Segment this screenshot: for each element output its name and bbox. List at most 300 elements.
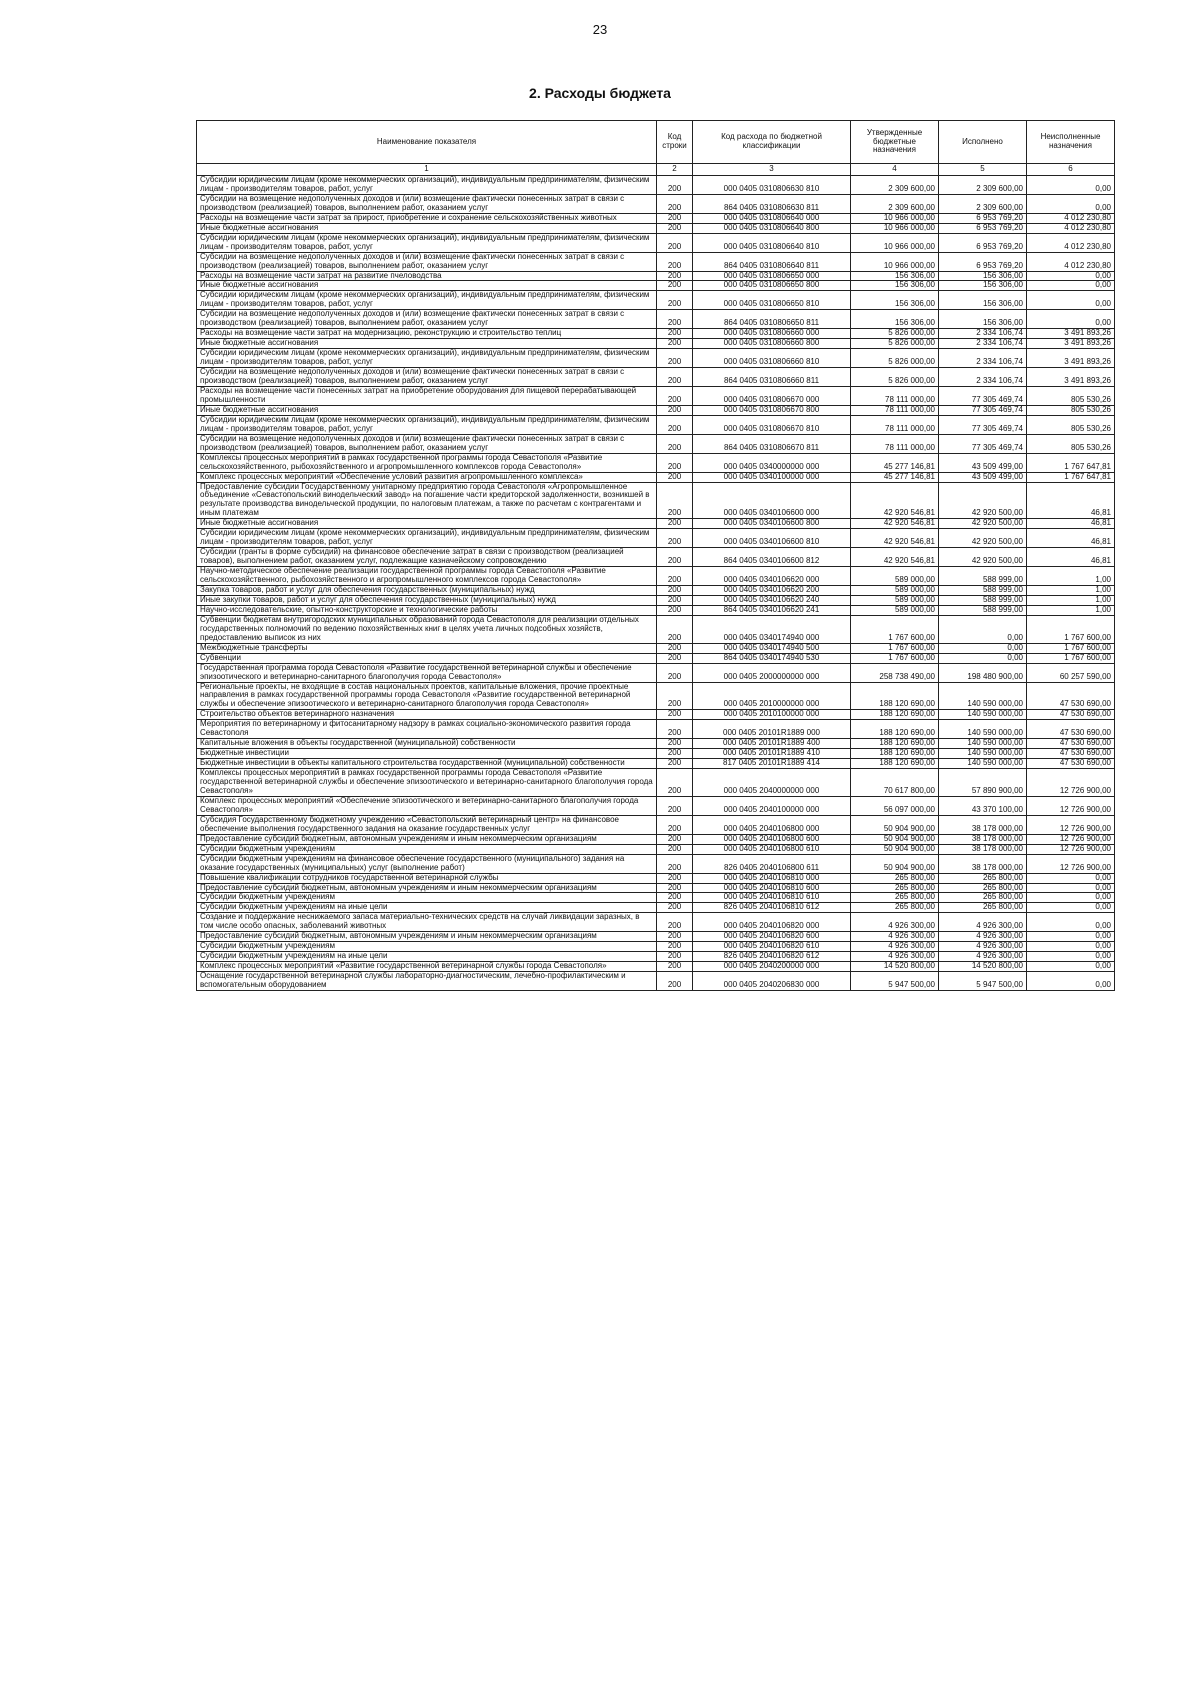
row-executed: 0,00 [939, 653, 1027, 663]
row-unexecuted: 1,00 [1027, 567, 1115, 586]
row-name: Повышение квалификации сотрудников государственной ветеринарной службы [197, 873, 657, 883]
row-name: Закупка товаров, работ и услуг для обеспечения государственных (муниципальных) нужд [197, 585, 657, 595]
row-budget-code: 000 0405 0340106620 000 [693, 567, 851, 586]
row-name: Субсидии бюджетным учреждениям на финансовое обеспечение государственного (муниципального) задания на оказание государственных (муниципальных) услуг (выполнение работ) [197, 854, 657, 873]
row-budget-code: 000 0405 2040106820 610 [693, 942, 851, 952]
table-row [197, 913, 1115, 932]
row-name: Комплекс процессных мероприятий «Обеспечение эпизоотического и ветеринарно-санитарного благополучия города Севастополя» [197, 796, 657, 815]
row-name: Субвенции бюджетам внутригородских муниципальных образований города Севастополя для реализации отдельных государственных полномочий по ведению похозяйственных книг в целях учета личных подсобных хозяйств, предоставлению выписок из них [197, 615, 657, 643]
row-executed: 140 590 000,00 [939, 710, 1027, 720]
row-name: Иные бюджетные ассигнования [197, 405, 657, 415]
row-approved: 42 920 546,81 [851, 482, 939, 519]
table-row [197, 281, 1115, 291]
row-budget-code: 000 0405 2040106810 600 [693, 883, 851, 893]
row-code: 200 [657, 854, 693, 873]
row-code: 200 [657, 213, 693, 223]
row-approved: 4 926 300,00 [851, 942, 939, 952]
row-code: 200 [657, 769, 693, 797]
table-row [197, 710, 1115, 720]
table-row [197, 271, 1115, 281]
row-executed: 43 509 499,00 [939, 453, 1027, 472]
row-executed: 6 953 769,20 [939, 252, 1027, 271]
row-approved: 56 097 000,00 [851, 796, 939, 815]
row-approved: 42 920 546,81 [851, 519, 939, 529]
header-code: Код строки [657, 121, 693, 164]
table-row [197, 252, 1115, 271]
table-row [197, 759, 1115, 769]
row-unexecuted: 0,00 [1027, 942, 1115, 952]
row-executed: 2 334 106,74 [939, 339, 1027, 349]
row-approved: 1 767 600,00 [851, 643, 939, 653]
table-row [197, 615, 1115, 643]
row-unexecuted: 47 530 690,00 [1027, 749, 1115, 759]
row-approved: 5 826 000,00 [851, 339, 939, 349]
row-name: Комплекс процессных мероприятий «Обеспечение условий развития агропромышленного комплекса» [197, 472, 657, 482]
row-unexecuted: 0,00 [1027, 291, 1115, 310]
row-code: 200 [657, 291, 693, 310]
row-code: 200 [657, 962, 693, 972]
row-budget-code: 826 0405 2040106820 612 [693, 952, 851, 962]
row-budget-code: 000 0405 0310806640 800 [693, 223, 851, 233]
row-code: 200 [657, 682, 693, 710]
row-executed: 77 305 469,74 [939, 434, 1027, 453]
row-approved: 50 904 900,00 [851, 834, 939, 844]
row-budget-code: 000 0405 2040106810 610 [693, 893, 851, 903]
row-budget-code: 864 0405 0340106600 812 [693, 548, 851, 567]
row-budget-code: 864 0405 0310806640 811 [693, 252, 851, 271]
row-approved: 78 111 000,00 [851, 386, 939, 405]
row-code: 200 [657, 252, 693, 271]
row-name: Оснащение государственной ветеринарной службы лабораторно-диагностическим, лечебно-профилактическим и вспомогательным оборудованием [197, 972, 657, 991]
page-title: 2. Расходы бюджета [529, 85, 671, 101]
row-budget-code: 000 0405 20101R1889 000 [693, 720, 851, 739]
row-approved: 78 111 000,00 [851, 415, 939, 434]
row-approved: 188 120 690,00 [851, 749, 939, 759]
row-budget-code: 000 0405 0340174940 500 [693, 643, 851, 653]
row-code: 200 [657, 663, 693, 682]
row-approved: 265 800,00 [851, 873, 939, 883]
row-name: Субсидии юридическим лицам (кроме некоммерческих организаций), индивидуальным предпринимателям, физическим лицам - производителям товаров, работ, услуг [197, 291, 657, 310]
row-code: 200 [657, 585, 693, 595]
row-approved: 42 920 546,81 [851, 529, 939, 548]
row-code: 200 [657, 368, 693, 387]
row-unexecuted: 0,00 [1027, 873, 1115, 883]
row-name: Субсидии на возмещение недополученных доходов и (или) возмещение фактически понесенных затрат в связи с производством (реализацией) товаров, выполнением работ, оказанием услуг [197, 310, 657, 329]
row-name: Субсидии бюджетным учреждениям на иные цели [197, 952, 657, 962]
row-name: Комплексы процессных мероприятий в рамках государственной программы города Севастополя «Развитие сельскохозяйственного, рыбохозяйственного и агропромышленного комплексов города Севастополя» [197, 453, 657, 472]
row-executed: 2 309 600,00 [939, 194, 1027, 213]
row-budget-code: 000 0405 2040200000 000 [693, 962, 851, 972]
table-row [197, 815, 1115, 834]
row-unexecuted: 47 530 690,00 [1027, 720, 1115, 739]
row-unexecuted: 1,00 [1027, 605, 1115, 615]
row-budget-code: 000 0405 0340106600 000 [693, 482, 851, 519]
column-number: 1 [197, 164, 657, 176]
row-code: 200 [657, 595, 693, 605]
table-row [197, 972, 1115, 991]
header-approved: Утвержденные бюджетные назначения [851, 121, 939, 164]
row-approved: 78 111 000,00 [851, 405, 939, 415]
row-executed: 2 334 106,74 [939, 368, 1027, 387]
row-approved: 265 800,00 [851, 903, 939, 913]
row-code: 200 [657, 529, 693, 548]
row-approved: 188 120 690,00 [851, 710, 939, 720]
row-budget-code: 000 0405 2040106800 000 [693, 815, 851, 834]
header-unexecuted: Неисполненные назначения [1027, 121, 1115, 164]
row-unexecuted: 0,00 [1027, 932, 1115, 942]
row-unexecuted: 3 491 893,26 [1027, 329, 1115, 339]
row-unexecuted: 1,00 [1027, 595, 1115, 605]
row-approved: 156 306,00 [851, 271, 939, 281]
row-name: Бюджетные инвестиции в объекты капитального строительства государственной (муниципальной) собственности [197, 759, 657, 769]
table-row [197, 653, 1115, 663]
row-budget-code: 000 0405 0310806670 000 [693, 386, 851, 405]
table-row [197, 595, 1115, 605]
row-unexecuted: 0,00 [1027, 310, 1115, 329]
row-approved: 5 826 000,00 [851, 329, 939, 339]
row-budget-code: 000 0405 0340000000 000 [693, 453, 851, 472]
row-code: 200 [657, 434, 693, 453]
row-approved: 1 767 600,00 [851, 653, 939, 663]
row-executed: 38 178 000,00 [939, 834, 1027, 844]
row-code: 200 [657, 271, 693, 281]
row-budget-code: 864 0405 0310806630 811 [693, 194, 851, 213]
row-name: Иные бюджетные ассигнования [197, 339, 657, 349]
row-executed: 2 334 106,74 [939, 329, 1027, 339]
row-unexecuted: 1,00 [1027, 585, 1115, 595]
table-row [197, 529, 1115, 548]
row-budget-code: 000 0405 20101R1889 400 [693, 739, 851, 749]
row-budget-code: 000 0405 0310806660 800 [693, 339, 851, 349]
row-name: Иные закупки товаров, работ и услуг для обеспечения государственных (муниципальных) нужд [197, 595, 657, 605]
row-approved: 10 966 000,00 [851, 223, 939, 233]
row-executed: 588 999,00 [939, 567, 1027, 586]
row-budget-code: 000 0405 0340174940 000 [693, 615, 851, 643]
row-budget-code: 000 0405 0310806660 810 [693, 349, 851, 368]
row-executed: 77 305 469,74 [939, 386, 1027, 405]
row-executed: 14 520 800,00 [939, 962, 1027, 972]
row-approved: 589 000,00 [851, 605, 939, 615]
row-executed: 140 590 000,00 [939, 682, 1027, 710]
row-code: 200 [657, 815, 693, 834]
table-row [197, 453, 1115, 472]
row-executed: 2 334 106,74 [939, 349, 1027, 368]
row-name: Субсидии бюджетным учреждениям [197, 893, 657, 903]
table-row [197, 349, 1115, 368]
row-unexecuted: 805 530,26 [1027, 415, 1115, 434]
row-unexecuted: 0,00 [1027, 176, 1115, 195]
row-executed: 2 309 600,00 [939, 176, 1027, 195]
table-row [197, 585, 1115, 595]
row-name: Расходы на возмещение части затрат за прирост, приобретение и сохранение сельскохозяйственных животных [197, 213, 657, 223]
row-approved: 589 000,00 [851, 595, 939, 605]
row-name: Создание и поддержание неснижаемого запаса материально-технических средств на случай ликвидации заразных, в том числе особо опасных, заболеваний животных [197, 913, 657, 932]
row-executed: 4 926 300,00 [939, 913, 1027, 932]
row-unexecuted: 805 530,26 [1027, 405, 1115, 415]
row-unexecuted: 0,00 [1027, 194, 1115, 213]
row-unexecuted: 1 767 647,81 [1027, 453, 1115, 472]
row-name: Расходы на возмещение части понесенных затрат на приобретение оборудования для пищевой перерабатывающей промышленности [197, 386, 657, 405]
row-unexecuted: 47 530 690,00 [1027, 739, 1115, 749]
row-unexecuted: 12 726 900,00 [1027, 796, 1115, 815]
row-budget-code: 000 0405 0310806660 000 [693, 329, 851, 339]
row-name: Строительство объектов ветеринарного назначения [197, 710, 657, 720]
row-budget-code: 000 0405 2010100000 000 [693, 710, 851, 720]
row-budget-code: 000 0405 2040106810 000 [693, 873, 851, 883]
header-budget-code: Код расхода по бюджетной классификации [693, 121, 851, 164]
row-name: Субсидии бюджетным учреждениям [197, 844, 657, 854]
table-row [197, 682, 1115, 710]
row-name: Субсидии (гранты в форме субсидий) на финансовое обеспечение затрат в связи с производством (реализацией товаров), выполнением работ, оказанием услуг, подлежащие казначейскому сопровождению [197, 548, 657, 567]
row-name: Расходы на возмещение части затрат на развитие пчеловодства [197, 271, 657, 281]
row-approved: 188 120 690,00 [851, 759, 939, 769]
row-executed: 265 800,00 [939, 903, 1027, 913]
row-executed: 42 920 500,00 [939, 482, 1027, 519]
row-approved: 42 920 546,81 [851, 548, 939, 567]
row-name: Капитальные вложения в объекты государственной (муниципальной) собственности [197, 739, 657, 749]
row-budget-code: 000 0405 2040000000 000 [693, 769, 851, 797]
row-name: Субсидии юридическим лицам (кроме некоммерческих организаций), индивидуальным предпринимателям, физическим лицам - производителям товаров, работ, услуг [197, 349, 657, 368]
row-unexecuted: 0,00 [1027, 281, 1115, 291]
row-name: Региональные проекты, не входящие в состав национальных проектов, капитальные вложения, прочие проектные направления в рамках государственной программы города Севастополя «Развитие государственной ветеринарной службы и обеспечение эпизоотического и ветеринарно-санитарного благополучия города Севастополя» [197, 682, 657, 710]
row-approved: 10 966 000,00 [851, 233, 939, 252]
row-code: 200 [657, 519, 693, 529]
row-unexecuted: 805 530,26 [1027, 386, 1115, 405]
table-row [197, 720, 1115, 739]
row-name: Предоставление субсидий бюджетным, автономным учреждениям и иным некоммерческим организациям [197, 932, 657, 942]
row-name: Субсидии на возмещение недополученных доходов и (или) возмещение фактически понесенных затрат в связи с производством (реализацией) товаров, выполнением работ, оказанием услуг [197, 194, 657, 213]
row-executed: 0,00 [939, 615, 1027, 643]
row-approved: 188 120 690,00 [851, 720, 939, 739]
row-code: 200 [657, 615, 693, 643]
row-unexecuted: 12 726 900,00 [1027, 854, 1115, 873]
row-approved: 188 120 690,00 [851, 739, 939, 749]
row-budget-code: 000 0405 0310806650 800 [693, 281, 851, 291]
row-code: 200 [657, 223, 693, 233]
row-approved: 188 120 690,00 [851, 682, 939, 710]
row-code: 200 [657, 194, 693, 213]
row-executed: 38 178 000,00 [939, 844, 1027, 854]
table-row [197, 942, 1115, 952]
table-row [197, 796, 1115, 815]
row-name: Научно-исследовательские, опытно-конструкторские и технологические работы [197, 605, 657, 615]
row-unexecuted: 3 491 893,26 [1027, 368, 1115, 387]
row-executed: 140 590 000,00 [939, 749, 1027, 759]
row-name: Предоставление субсидии Государственному унитарному предприятию города Севастополя «Агропромышленное объединение «Севастопольский винодельческий завод» на погашение части кредиторской задолженности, возникшей в результате производства винодельческой продукции, по налоговым платежам, а также по расчетам с контрагентами и иным платежам [197, 482, 657, 519]
row-code: 200 [657, 893, 693, 903]
row-code: 200 [657, 903, 693, 913]
row-unexecuted: 4 012 230,80 [1027, 213, 1115, 223]
table-row [197, 643, 1115, 653]
row-unexecuted: 3 491 893,26 [1027, 349, 1115, 368]
row-budget-code: 864 0405 0310806670 811 [693, 434, 851, 453]
row-name: Субсидии юридическим лицам (кроме некоммерческих организаций), индивидуальным предпринимателям, физическим лицам - производителям товаров, работ, услуг [197, 415, 657, 434]
row-executed: 588 999,00 [939, 605, 1027, 615]
row-executed: 4 926 300,00 [939, 942, 1027, 952]
row-approved: 5 947 500,00 [851, 972, 939, 991]
row-budget-code: 000 0405 0310806650 810 [693, 291, 851, 310]
row-approved: 14 520 800,00 [851, 962, 939, 972]
row-unexecuted: 3 491 893,26 [1027, 339, 1115, 349]
row-code: 200 [657, 176, 693, 195]
row-unexecuted: 46,81 [1027, 529, 1115, 548]
row-name: Субсидия Государственному бюджетному учреждению «Севастопольский ветеринарный центр» на финансовое обеспечение выполнения государственного задания на оказание государственных услуг [197, 815, 657, 834]
row-approved: 2 309 600,00 [851, 176, 939, 195]
row-unexecuted: 1 767 647,81 [1027, 472, 1115, 482]
column-number: 5 [939, 164, 1027, 176]
row-code: 200 [657, 386, 693, 405]
row-name: Предоставление субсидий бюджетным, автономным учреждениям и иным некоммерческим организациям [197, 834, 657, 844]
row-approved: 4 926 300,00 [851, 952, 939, 962]
row-approved: 50 904 900,00 [851, 844, 939, 854]
row-unexecuted: 4 012 230,80 [1027, 252, 1115, 271]
row-executed: 588 999,00 [939, 585, 1027, 595]
table-row [197, 893, 1115, 903]
row-unexecuted: 805 530,26 [1027, 434, 1115, 453]
table-row [197, 952, 1115, 962]
row-unexecuted: 60 257 590,00 [1027, 663, 1115, 682]
table-row [197, 233, 1115, 252]
row-code: 200 [657, 405, 693, 415]
row-unexecuted: 0,00 [1027, 952, 1115, 962]
row-budget-code: 864 0405 0310806650 811 [693, 310, 851, 329]
row-code: 200 [657, 834, 693, 844]
row-code: 200 [657, 453, 693, 472]
table-row [197, 472, 1115, 482]
row-approved: 78 111 000,00 [851, 434, 939, 453]
row-unexecuted: 0,00 [1027, 903, 1115, 913]
row-name: Субсидии на возмещение недополученных доходов и (или) возмещение фактически понесенных затрат в связи с производством (реализацией) товаров, выполнением работ, оказанием услуг [197, 434, 657, 453]
row-unexecuted: 12 726 900,00 [1027, 815, 1115, 834]
row-budget-code: 864 0405 0340174940 530 [693, 653, 851, 663]
row-code: 200 [657, 567, 693, 586]
row-executed: 156 306,00 [939, 281, 1027, 291]
row-approved: 45 277 146,81 [851, 453, 939, 472]
table-row [197, 339, 1115, 349]
row-name: Научно-методическое обеспечение реализации государственной программы города Севастополя «Развитие сельскохозяйственного, рыбохозяйственного и агропромышленного комплексов города Севастополя» [197, 567, 657, 586]
row-executed: 156 306,00 [939, 310, 1027, 329]
row-unexecuted: 1 767 600,00 [1027, 643, 1115, 653]
row-code: 200 [657, 310, 693, 329]
row-code: 200 [657, 759, 693, 769]
row-executed: 6 953 769,20 [939, 223, 1027, 233]
row-unexecuted: 47 530 690,00 [1027, 759, 1115, 769]
row-code: 200 [657, 339, 693, 349]
row-code: 200 [657, 913, 693, 932]
row-code: 200 [657, 749, 693, 759]
row-budget-code: 000 0405 0340100000 000 [693, 472, 851, 482]
row-approved: 4 926 300,00 [851, 932, 939, 942]
row-code: 200 [657, 281, 693, 291]
row-executed: 265 800,00 [939, 873, 1027, 883]
table-row [197, 605, 1115, 615]
row-code: 200 [657, 472, 693, 482]
row-executed: 5 947 500,00 [939, 972, 1027, 991]
row-unexecuted: 0,00 [1027, 972, 1115, 991]
table-row [197, 194, 1115, 213]
row-executed: 265 800,00 [939, 883, 1027, 893]
row-budget-code: 000 0405 20101R1889 410 [693, 749, 851, 759]
table-row [197, 548, 1115, 567]
table-row [197, 663, 1115, 682]
row-unexecuted: 0,00 [1027, 271, 1115, 281]
row-name: Бюджетные инвестиции [197, 749, 657, 759]
row-code: 200 [657, 844, 693, 854]
row-name: Комплекс процессных мероприятий «Развитие государственной ветеринарной службы города Севастополя» [197, 962, 657, 972]
row-code: 200 [657, 415, 693, 434]
row-code: 200 [657, 873, 693, 883]
row-budget-code: 826 0405 2040106800 611 [693, 854, 851, 873]
table-row [197, 883, 1115, 893]
row-budget-code: 000 0405 0340106600 810 [693, 529, 851, 548]
row-code: 200 [657, 942, 693, 952]
row-executed: 77 305 469,74 [939, 415, 1027, 434]
row-code: 200 [657, 972, 693, 991]
row-code: 200 [657, 653, 693, 663]
row-code: 200 [657, 720, 693, 739]
column-number: 2 [657, 164, 693, 176]
row-budget-code: 000 0405 0310806630 810 [693, 176, 851, 195]
row-approved: 258 738 490,00 [851, 663, 939, 682]
row-unexecuted: 46,81 [1027, 548, 1115, 567]
row-code: 200 [657, 883, 693, 893]
row-name: Субсидии на возмещение недополученных доходов и (или) возмещение фактически понесенных затрат в связи с производством (реализацией) товаров, выполнением работ, оказанием услуг [197, 252, 657, 271]
row-unexecuted: 1 767 600,00 [1027, 615, 1115, 643]
row-budget-code: 000 0405 0340106620 240 [693, 595, 851, 605]
column-number: 4 [851, 164, 939, 176]
row-code: 200 [657, 482, 693, 519]
row-budget-code: 000 0405 0340106620 200 [693, 585, 851, 595]
table-row [197, 844, 1115, 854]
table-row [197, 310, 1115, 329]
row-unexecuted: 46,81 [1027, 519, 1115, 529]
table-row [197, 329, 1115, 339]
row-name: Иные бюджетные ассигнования [197, 223, 657, 233]
row-unexecuted: 12 726 900,00 [1027, 769, 1115, 797]
table-row [197, 519, 1115, 529]
row-name: Комплексы процессных мероприятий в рамках государственной программы города Севастополя «Развитие государственной ветеринарной службы и обеспечение эпизоотического и ветеринарно-санитарного благополучия города Севастополя» [197, 769, 657, 797]
row-name: Субсидии юридическим лицам (кроме некоммерческих организаций), индивидуальным предпринимателям, физическим лицам - производителям товаров, работ, услуг [197, 176, 657, 195]
row-name: Мероприятия по ветеринарному и фитосанитарному надзору в рамках социально-экономического развития города Севастополя [197, 720, 657, 739]
row-approved: 5 826 000,00 [851, 349, 939, 368]
row-unexecuted: 4 012 230,80 [1027, 223, 1115, 233]
row-budget-code: 000 0405 0310806670 810 [693, 415, 851, 434]
row-executed: 42 920 500,00 [939, 529, 1027, 548]
row-budget-code: 000 0405 0340106600 800 [693, 519, 851, 529]
row-executed: 43 509 499,00 [939, 472, 1027, 482]
table-row [197, 368, 1115, 387]
row-code: 200 [657, 739, 693, 749]
row-code: 200 [657, 932, 693, 942]
row-name: Государственная программа города Севастополя «Развитие государственной ветеринарной службы и обеспечение эпизоотического и ветеринарно-санитарного благополучия города Севастополя» [197, 663, 657, 682]
row-approved: 50 904 900,00 [851, 854, 939, 873]
row-executed: 43 370 100,00 [939, 796, 1027, 815]
table-row [197, 567, 1115, 586]
table-row [197, 176, 1115, 195]
table-row [197, 739, 1115, 749]
table-row [197, 854, 1115, 873]
row-executed: 6 953 769,20 [939, 213, 1027, 223]
table-row [197, 932, 1115, 942]
row-name: Межбюджетные трансферты [197, 643, 657, 653]
table-row [197, 834, 1115, 844]
row-unexecuted: 0,00 [1027, 962, 1115, 972]
row-executed: 57 890 900,00 [939, 769, 1027, 797]
row-approved: 265 800,00 [851, 883, 939, 893]
row-unexecuted: 1 767 600,00 [1027, 653, 1115, 663]
row-budget-code: 000 0405 2040106820 000 [693, 913, 851, 932]
row-approved: 2 309 600,00 [851, 194, 939, 213]
